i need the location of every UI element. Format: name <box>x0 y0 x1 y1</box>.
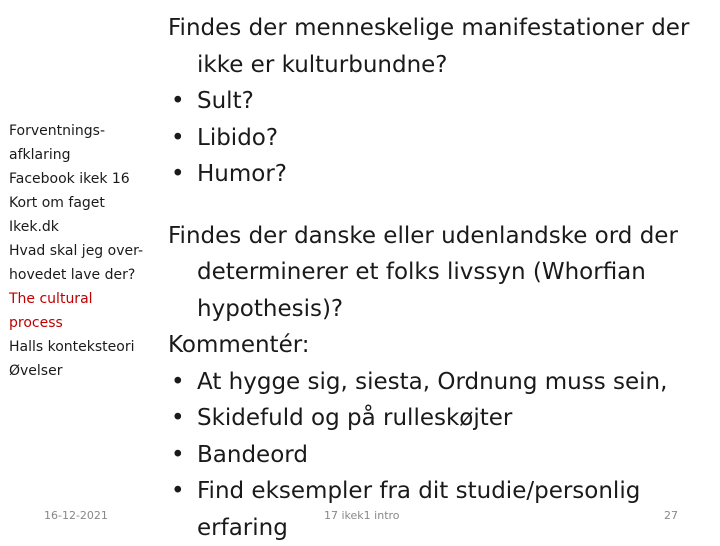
comment-label: Kommentér: <box>168 332 310 358</box>
agenda-line: Kort om faget <box>9 195 105 211</box>
agenda-line: Forventnings- <box>9 123 106 139</box>
bullet-item <box>168 83 716 120</box>
bullet-text: Skidefuld og på rulleskøjter <box>197 405 513 431</box>
question-1: Findes der menneskelige manifestationer der ikke er kulturbundne? <box>168 15 690 78</box>
agenda-line: afklaring <box>9 147 71 163</box>
bullet-item <box>168 473 716 546</box>
slide-content <box>168 10 716 546</box>
bullet-item <box>168 156 716 193</box>
bullet-text: At hygge sig, siesta, Ordnung muss sein, <box>197 368 668 395</box>
bullet-text: Humor? <box>197 161 288 187</box>
agenda-line: Halls konteksteori <box>9 339 135 355</box>
bullet-dot: • <box>171 124 185 151</box>
bullet-text: Libido? <box>197 124 279 151</box>
bullet-dot: • <box>171 88 185 114</box>
bullet-item <box>168 120 716 157</box>
bullet-dot: • <box>171 405 185 431</box>
footer-date: 16-12-2021 <box>44 509 108 522</box>
bullet-dot: • <box>171 441 185 468</box>
sidebar-agenda <box>9 119 159 383</box>
agenda-line-current: The cultural <box>9 291 93 307</box>
bullet-dot: • <box>171 161 185 187</box>
footer-title: 17 ikek1 intro <box>324 509 400 522</box>
bullet-dot: • <box>171 478 185 504</box>
agenda-line: Hvad skal jeg over- <box>9 243 144 259</box>
question-2: Findes der danske eller udenlandske ord der determinerer et folks livssyn (Whorfian hypothesis)? <box>168 222 678 322</box>
agenda-line-current: process <box>9 315 63 331</box>
slide-number: 27 <box>664 509 678 522</box>
bullet-dot: • <box>171 368 185 395</box>
agenda-line: Ikek.dk <box>9 219 59 235</box>
bullet-text: Bandeord <box>197 441 308 468</box>
bullet-item <box>168 400 716 437</box>
bullet-item <box>168 437 716 474</box>
bullet-text: Sult? <box>197 88 254 114</box>
bullet-item <box>168 364 716 401</box>
agenda-line: Øvelser <box>9 363 63 379</box>
bullet-text: Find eksempler fra dit studie/personlig erfaring <box>197 478 641 541</box>
agenda-line: Facebook ikek 16 <box>9 171 130 187</box>
agenda-line: hovedet lave der? <box>9 267 136 283</box>
